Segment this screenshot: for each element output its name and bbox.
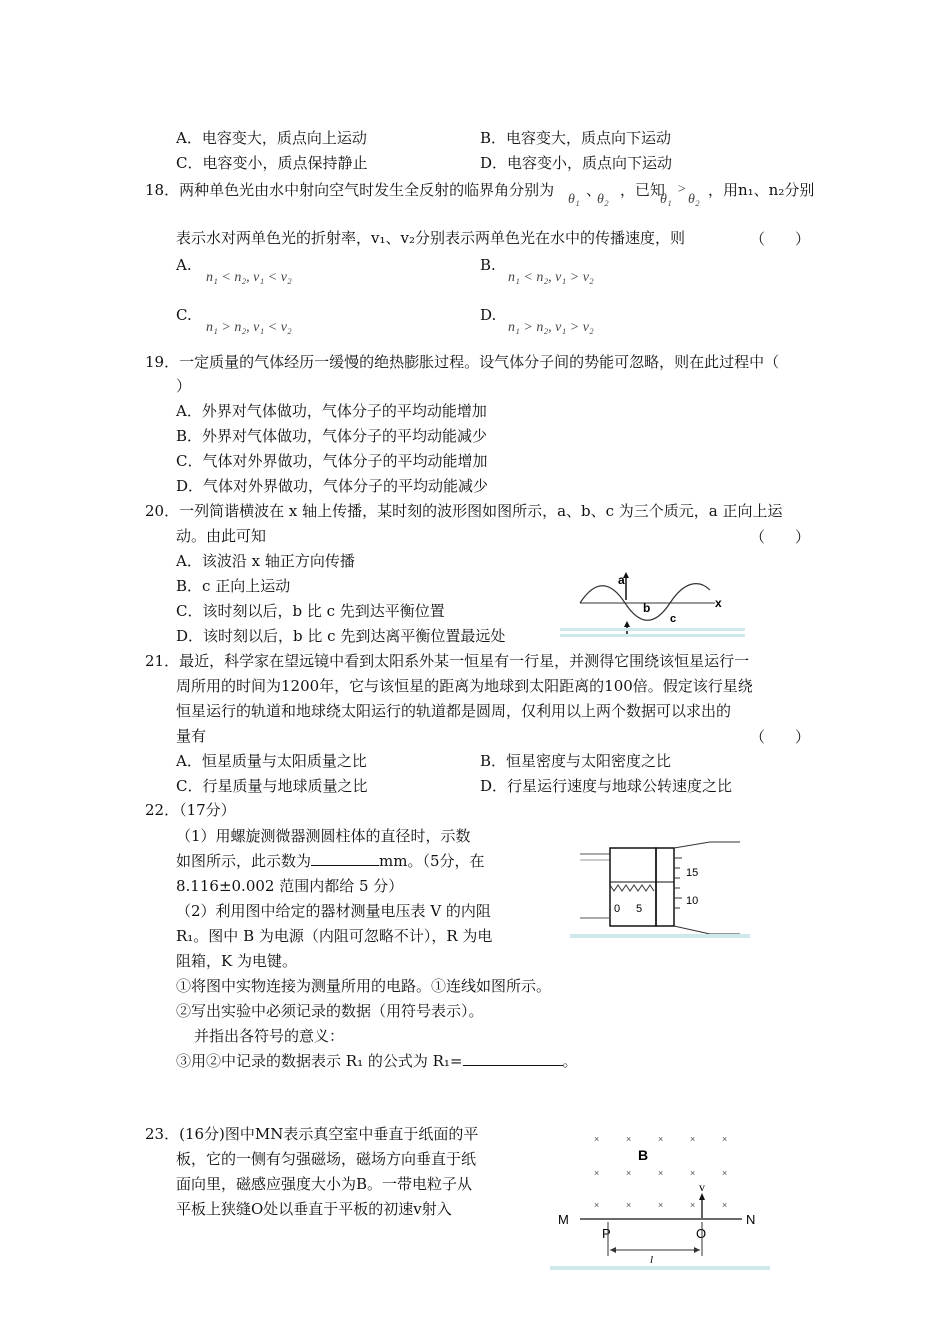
field-cross: × <box>722 1134 728 1144</box>
q21-stem-3: 恒星运行的轨道和地球绕太阳运行的轨道都是圆周，仅利用以上两个数据可以求出的 <box>176 702 732 720</box>
q22-part2-line2: R₁。图中 B 为电源（内阻可忽略不计），R 为电 <box>176 927 493 945</box>
q22-formula-blank[interactable] <box>463 1051 563 1066</box>
q22-head: 22．（17分） <box>145 801 236 819</box>
q20-stem-1: 20．一列简谐横波在 x 轴上传播，某时刻的波形图如图所示，a、b、c 为三个质元，a 正向上运 <box>145 502 783 520</box>
mic-label-5: 5 <box>636 903 643 915</box>
mic-edge-top <box>674 842 740 848</box>
field-cross: × <box>594 1168 600 1178</box>
q23-line3: 面向里，磁感应强度大小为B。一带电粒子从 <box>176 1175 473 1193</box>
q19-option-b: B．外界对气体做功，气体分子的平均动能减少 <box>176 427 488 445</box>
q22-step2b: 并指出各符号的意义： <box>194 1027 345 1045</box>
field-cross: × <box>690 1134 696 1144</box>
mic-label-0: 0 <box>614 903 621 915</box>
q20-option-b: B．c 正向上运动 <box>176 577 291 595</box>
magnetic-field-figure <box>550 1130 790 1280</box>
wave-label-b: b <box>643 601 651 615</box>
q22-reading-blank[interactable] <box>311 851 379 866</box>
q21-answer-paren: （ ） <box>750 728 811 746</box>
q18-c-label: C. <box>176 306 192 324</box>
point-label-o: O <box>696 1226 707 1241</box>
q17-option-c: C．电容变小，质点保持静止 <box>176 154 368 172</box>
q22-step2: ②写出实验中必须记录的数据（用符号表示）。 <box>176 1002 484 1020</box>
q20-stem-2: 动。由此可知 <box>176 527 267 545</box>
q18-a-label: A. <box>176 256 192 274</box>
q21-option-d: D．行星运行速度与地球公转速度之比 <box>480 777 733 795</box>
field-cross: × <box>626 1134 632 1144</box>
field-scan-band <box>550 1266 770 1270</box>
field-cross: × <box>722 1168 728 1178</box>
q18-theta2b: θ₂ <box>688 192 700 207</box>
q20-option-a: A．该波沿 x 轴正方向传播 <box>176 552 355 570</box>
wave-label-x: x <box>715 596 722 610</box>
velocity-arrowhead <box>699 1193 705 1200</box>
q21-stem-1: 21．最近，科学家在望远镜中看到太阳系外某一恒星有一行星，并测得它围绕该恒星运行一 <box>145 652 750 670</box>
q18-a-expr: n₁ < n₂, v₁ < v₂ <box>206 270 292 285</box>
field-cross: × <box>658 1200 664 1210</box>
plate-label-n: N <box>746 1212 756 1227</box>
q22-part1-line2: 如图所示，此示数为 mm。（5分，在 <box>176 852 485 870</box>
q23-line1: 23．(16分)图中MN表示真空室中垂直于纸面的平 <box>145 1125 479 1143</box>
mic-label-10: 10 <box>686 895 699 907</box>
wave-scan-band-2 <box>560 634 745 637</box>
field-cross: × <box>626 1200 632 1210</box>
q18-stem-1: 18．两种单色光由水中射向空气时发生全反射的临界角分别为 <box>145 181 555 199</box>
q18-b-expr: n₁ < n₂, v₁ > v₂ <box>508 270 594 285</box>
mic-scan-band <box>570 934 750 938</box>
wave-label-c: c <box>670 613 677 625</box>
mic-thimble <box>656 848 674 926</box>
field-cross: × <box>690 1200 696 1210</box>
field-cross: × <box>690 1168 696 1178</box>
q18-gt: > <box>677 182 687 197</box>
field-cross: × <box>626 1168 632 1178</box>
q18-c-expr: n₁ > n₂, v₁ < v₂ <box>206 320 292 335</box>
mic-edge-bottom <box>674 926 740 934</box>
q18-known: ，已知 <box>620 181 666 199</box>
q17-option-b: B．电容变大，质点向下运动 <box>480 129 672 147</box>
q18-stem-3: 表示水对两单色光的折射率，v₁、v₂分别表示两单色光在水中的传播速度，则 <box>176 229 685 247</box>
q17-option-d: D．电容变小，质点向下运动 <box>480 154 673 172</box>
field-label-b: B <box>638 1147 649 1163</box>
q22-step3: ③用②中记录的数据表示 R₁ 的公式为 R₁= 。 <box>176 1052 578 1070</box>
velocity-label-v: v <box>699 1180 705 1194</box>
q18-stem-2: ，用n₁、n₂分别 <box>708 181 815 199</box>
q18-d-expr: n₁ > n₂, v₁ > v₂ <box>508 320 594 335</box>
q22-part1-line1: （1）用螺旋测微器测圆柱体的直径时，示数 <box>176 827 471 845</box>
q21-option-c: C．行星质量与地球质量之比 <box>176 777 368 795</box>
point-label-p: P <box>602 1226 611 1241</box>
q19-stem-1: 19．一定质量的气体经历一缓慢的绝热膨胀过程。设气体分子间的势能可忽略，则在此过程中（ <box>145 353 780 371</box>
q20-answer-paren: （ ） <box>750 528 811 546</box>
q20-option-c: C．该时刻以后，b 比 c 先到达平衡位置 <box>176 602 445 620</box>
q22-part2-line3: 阻箱，K 为电键。 <box>176 952 297 970</box>
q18-b-label: B. <box>480 256 496 274</box>
q23-line2: 板，它的一侧有匀强磁场，磁场方向垂直于纸 <box>176 1150 477 1168</box>
q18-theta2: θ₂ <box>597 192 609 207</box>
field-cross: × <box>722 1200 728 1210</box>
distance-arrowhead-left <box>610 1247 616 1253</box>
q17-option-a: A．电容变大，质点向上运动 <box>176 129 367 147</box>
q19-stem-2: ） <box>176 377 192 395</box>
plate-label-m: M <box>558 1212 569 1227</box>
q22-step1: ①将图中实物连接为测量所用的电路。①连线如图所示。 <box>176 977 552 995</box>
q21-option-a: A．恒星质量与太阳质量之比 <box>176 752 367 770</box>
q19-option-a: A．外界对气体做功，气体分子的平均动能增加 <box>176 402 487 420</box>
q18-theta1: θ₁ <box>568 192 580 207</box>
q21-stem-4: 量有 <box>176 727 207 745</box>
q22-part1-line3: 8.116±0.002 范围内都给 5 分） <box>176 877 404 895</box>
field-cross: × <box>594 1200 600 1210</box>
q18-theta1b: θ₁ <box>660 192 672 207</box>
q21-stem-2: 周所用的时间为1200年，它与该恒星的距离为地球到太阳距离的100倍。假定该行星绕 <box>176 677 753 695</box>
wave-figure <box>550 560 750 642</box>
q18-d-label: D. <box>480 306 497 324</box>
field-cross: × <box>594 1134 600 1144</box>
q19-option-d: D．气体对外界做功，气体分子的平均动能减少 <box>176 477 489 495</box>
distance-arrowhead-right <box>694 1247 700 1253</box>
q20-option-d: D．该时刻以后，b 比 c 先到达离平衡位置最远处 <box>176 627 506 645</box>
q22-part2-line1: （2）利用图中给定的器材测量电压表 V 的内阻 <box>176 902 491 920</box>
q21-option-b: B．恒星密度与太阳密度之比 <box>480 752 672 770</box>
q18-sep: 、 <box>586 181 602 199</box>
q18-answer-paren: （ ） <box>750 230 811 248</box>
field-cross: × <box>658 1168 664 1178</box>
wave-scan-band <box>560 628 745 631</box>
field-cross: × <box>658 1134 664 1144</box>
q19-option-c: C．气体对外界做功，气体分子的平均动能增加 <box>176 452 488 470</box>
mic-label-15: 15 <box>686 867 699 879</box>
micrometer-figure <box>570 838 750 944</box>
distance-label-l: l <box>650 1254 654 1266</box>
wave-label-a: a <box>618 573 625 587</box>
mic-ticks <box>610 885 654 891</box>
q23-line4: 平板上狭缝O处以垂直于平板的初速v射入 <box>176 1200 452 1218</box>
wave-arrowhead-lower <box>624 621 630 627</box>
